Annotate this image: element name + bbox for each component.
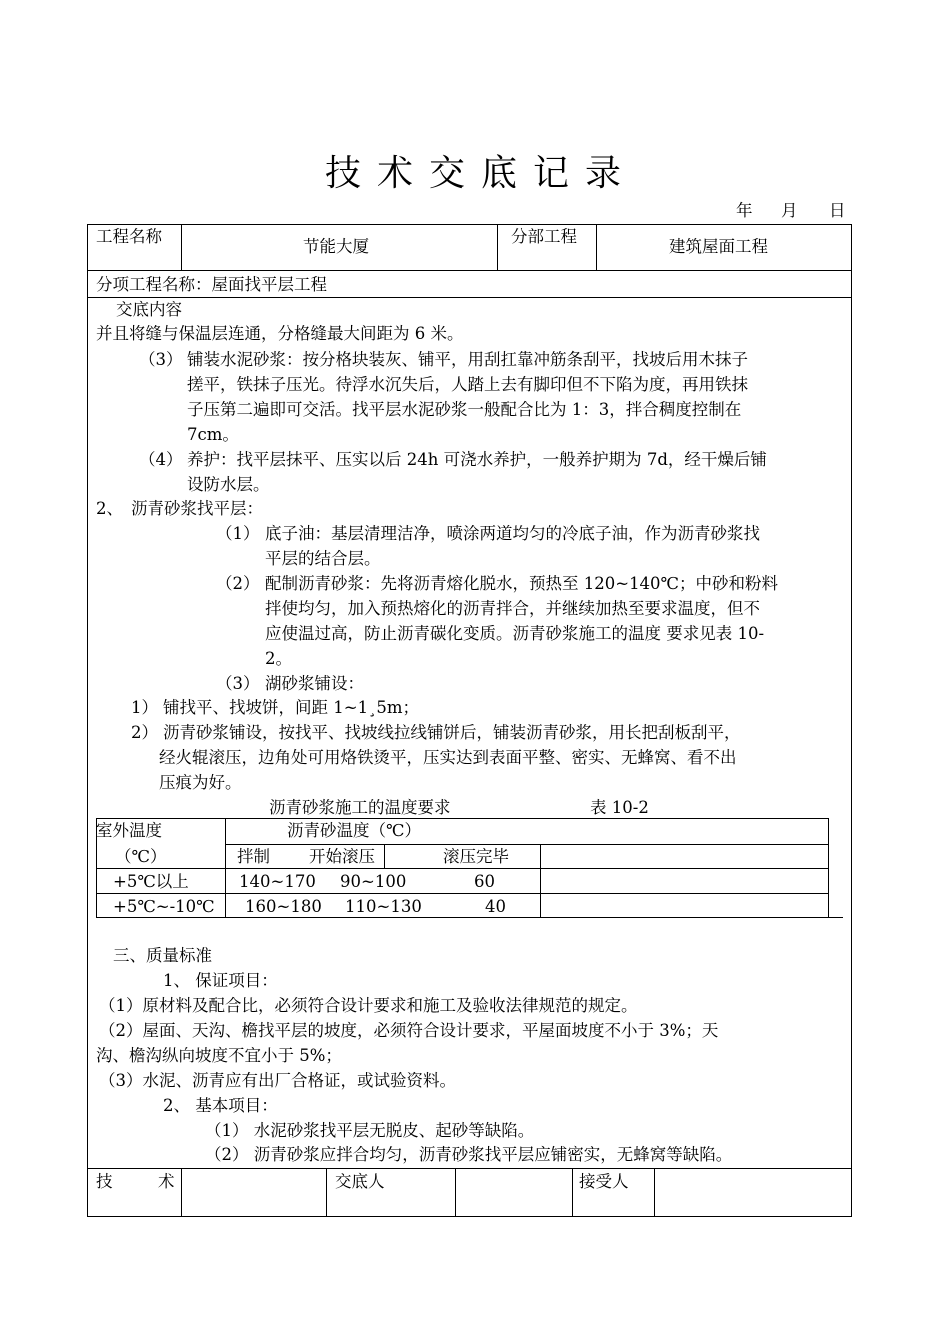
body-line: 子压第二遍即可交活。找平层水泥砂浆一般配合比为 1：3，拌合稠度控制在 xyxy=(187,400,742,419)
content-label: 交底内容 xyxy=(116,300,182,319)
table-line xyxy=(96,917,843,918)
body-line: 配制沥青砂浆：先将沥青熔化脱水，预热至 120~140℃；中砂和粉料 xyxy=(265,574,779,593)
frame-bottom-border xyxy=(87,1216,851,1217)
body-line: 搓平，铁抹子压光。待浮水沉失后，人踏上去有脚印但不下陷为度，再用铁抹 xyxy=(187,375,748,394)
body-line: 7cm。 xyxy=(187,425,239,444)
table-line xyxy=(225,818,226,917)
division-value: 建筑屋面工程 xyxy=(669,237,768,256)
body-line: 铺找平、找坡饼，间距 1~1¸5m； xyxy=(163,698,419,717)
table-line xyxy=(384,844,385,868)
table-cell-mix: 160~180 xyxy=(245,897,322,916)
quality-title: 三、质量标准 xyxy=(113,946,212,965)
receiver-label: 接受人 xyxy=(579,1172,629,1191)
table-cell-end: 40 xyxy=(485,897,506,916)
table-cell-mix: 140~170 xyxy=(239,872,316,891)
table-header-group: 沥青砂温度（℃） xyxy=(287,821,421,840)
quality-item: （2）屋面、天沟、檐找平层的坡度，必须符合设计要求，平屋面坡度不小于 3%；天 xyxy=(99,1021,719,1040)
quality-item: （1）原材料及配合比，必须符合设计要求和施工及验收法律规范的规定。 xyxy=(99,996,638,1015)
quality-subsection: 1、 保证项目： xyxy=(163,971,278,990)
project-name-label: 工程名称 xyxy=(96,227,162,246)
footer-tech-label-2: 术 xyxy=(158,1172,175,1191)
frame-left-border xyxy=(87,224,88,1217)
footer-divider xyxy=(572,1168,573,1216)
footer-divider xyxy=(455,1168,456,1216)
header-bottom-border xyxy=(87,270,851,271)
table-subheader-start: 开始滚压 xyxy=(309,847,375,866)
body-line: 平层的结合层。 xyxy=(265,549,381,568)
body-line: 压痕为好。 xyxy=(159,773,242,792)
item-number: 2） xyxy=(131,723,158,742)
table-caption: 沥青砂浆施工的温度要求 xyxy=(269,798,451,817)
handover-person-label: 交底人 xyxy=(335,1172,385,1191)
table-subheader-mix: 拌制 xyxy=(237,847,270,866)
section-number: 2、 xyxy=(96,499,123,518)
quality-item: （1） 水泥砂浆找平层无脱皮、起砂等缺陷。 xyxy=(205,1121,535,1140)
table-cell-outdoor: +5℃以上 xyxy=(113,872,189,891)
footer-divider xyxy=(181,1168,182,1216)
quality-item: 沟、檐沟纵向坡度不宜小于 5%； xyxy=(96,1046,342,1065)
body-line: 2。 xyxy=(265,649,292,668)
footer-top-border xyxy=(87,1168,851,1169)
table-cell-end: 60 xyxy=(474,872,495,891)
body-line: 并且将缝与保温层连通，分格缝最大间距为 6 米。 xyxy=(96,324,464,343)
table-line xyxy=(828,818,829,917)
body-line: 铺装水泥砂浆：按分格块装灰、铺平，用刮扛靠冲筋条刮平，找坡后用木抹子 xyxy=(187,350,748,369)
body-line: 设防水层。 xyxy=(187,475,270,494)
body-line: 应使温过高，防止沥青碳化变质。沥青砂浆施工的温度 要求见表 10- xyxy=(265,624,765,643)
quality-subsection: 2、 基本项目： xyxy=(163,1096,278,1115)
subitem-bottom-border xyxy=(87,297,851,298)
body-line: 湖砂浆铺设： xyxy=(265,674,364,693)
table-line xyxy=(96,893,828,894)
quality-item: （2） 沥青砂浆应拌合均匀，沥青砂浆找平层应铺密实，无蜂窝等缺陷。 xyxy=(205,1145,733,1164)
body-line: 底子油：基层清理洁净，喷涂两道均匀的冷底子油，作为沥青砂浆找 xyxy=(265,524,760,543)
header-divider-3 xyxy=(596,224,597,270)
footer-tech-label-1: 技 xyxy=(96,1172,113,1191)
body-line: 经火辊滚压，边角处可用烙铁烫平，压实达到表面平整、密实、无蜂窝、看不出 xyxy=(159,748,737,767)
frame-top-border xyxy=(87,224,851,225)
body-line: 拌使均匀，加入预热熔化的沥青拌合，并继续加热至要求温度，但不 xyxy=(265,599,760,618)
quality-item: （3）水泥、沥青应有出厂合格证，或试验资料。 xyxy=(99,1071,456,1090)
table-cell-start: 110~130 xyxy=(345,897,422,916)
table-line xyxy=(96,818,828,819)
document-title: 技术交底记录 xyxy=(325,153,638,194)
item-number: （3） xyxy=(139,350,183,369)
table-line xyxy=(225,844,828,845)
table-number: 表 10-2 xyxy=(590,798,649,817)
frame-right-border xyxy=(851,224,852,1217)
body-line: 沥青砂浆铺设，按找平、找坡线拉线铺饼后，铺装沥青砂浆，用长把刮板刮平， xyxy=(163,723,741,742)
subitem-name: 分项工程名称：屋面找平层工程 xyxy=(96,275,327,294)
item-number: （3） xyxy=(216,674,260,693)
table-header-outdoor: 室外温度 xyxy=(96,821,162,840)
table-subheader-end: 滚压完毕 xyxy=(443,847,509,866)
project-name-value: 节能大厦 xyxy=(303,237,369,256)
table-cell-start: 90~100 xyxy=(340,872,407,891)
date-day-label: 日 xyxy=(829,201,846,220)
table-line xyxy=(540,844,541,917)
table-cell-outdoor: +5℃~-10℃ xyxy=(113,897,215,916)
header-divider-1 xyxy=(181,224,182,270)
division-label: 分部工程 xyxy=(511,227,577,246)
footer-divider xyxy=(654,1168,655,1216)
date-year-label: 年 xyxy=(736,201,753,220)
item-number: （1） xyxy=(216,524,260,543)
item-number: （4） xyxy=(139,450,183,469)
table-header-outdoor-unit: （℃） xyxy=(115,847,167,866)
section-title: 沥青砂浆找平层： xyxy=(131,499,263,518)
date-month-label: 月 xyxy=(781,201,798,220)
item-number: 1） xyxy=(131,698,158,717)
header-divider-2 xyxy=(497,224,498,270)
table-line xyxy=(96,868,828,869)
footer-divider xyxy=(326,1168,327,1216)
item-number: （2） xyxy=(216,574,260,593)
body-line: 养护：找平层抹平、压实以后 24h 可浇水养护，一般养护期为 7d，经干燥后铺 xyxy=(187,450,767,469)
